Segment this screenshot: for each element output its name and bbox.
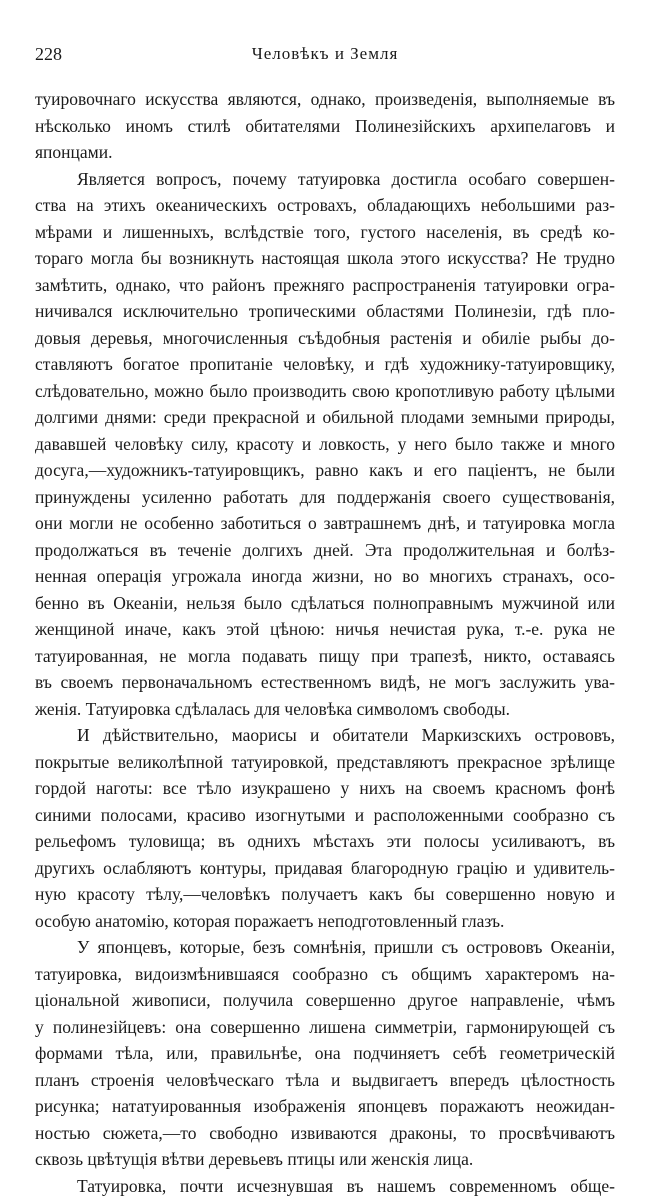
text-line: татуировка, видоизмѣнившаяся сообразно съ общимъ характеромъ на- <box>35 961 615 988</box>
text-line: нѣсколько иномъ стилѣ обитателями Полинезійскихъ архипелаговъ и <box>35 113 615 140</box>
text-line: мѣрами и лишенныхъ, вслѣдствіе того, густого населенія, въ средѣ ко- <box>35 219 615 246</box>
text-line: женія. Татуировка сдѣлалась для человѣка символомъ свободы. <box>35 696 615 723</box>
text-line: продолжаться въ теченіе долгихъ дней. Эта продолжительная и болѣз- <box>35 537 615 564</box>
text-line: довыя деревья, многочисленныя съѣдобныя растенія и обиліе рыбы до- <box>35 325 615 352</box>
text-line: У японцевъ, которые, безъ сомнѣнія, пришли съ острововъ Океаніи, <box>35 934 615 961</box>
text-line: бенно въ Океаніи, нельзя было сдѣлаться полноправнымъ мужчиной или <box>35 590 615 617</box>
text-line: дававшей человѣку силу, красоту и ловкость, у него было также и много <box>35 431 615 458</box>
text-line: Татуировка, почти исчезнувшая въ нашемъ современномъ обще- <box>35 1173 615 1199</box>
text-line: рельефомъ туловища; въ однихъ мѣстахъ эти полосы усиливаютъ, въ <box>35 828 615 855</box>
text-line: гордой наготы: все тѣло изукрашено у нихъ на своемъ красномъ фонѣ <box>35 775 615 802</box>
page-number: 228 <box>35 44 62 65</box>
page-header <box>35 44 615 66</box>
text-line: туировочнаго искусства являются, однако, произведенія, выполняемые въ <box>35 86 615 113</box>
text-body <box>35 86 615 1199</box>
text-line: ностью сюжета,—то свободно извиваются драконы, то просвѣчиваютъ <box>35 1120 615 1147</box>
text-line: замѣтить, однако, что районъ прежняго распространенія татуировки огра- <box>35 272 615 299</box>
text-line: И дѣйствительно, маорисы и обитатели Маркизскихъ острововъ, <box>35 722 615 749</box>
text-line: японцами. <box>35 139 615 166</box>
text-line: покрытые великолѣпной татуировкой, представляютъ прекрасное зрѣлище <box>35 749 615 776</box>
text-line: у полинезійцевъ: она совершенно лишена симметріи, гармонирующей съ <box>35 1014 615 1041</box>
text-line: ненная операція угрожала иногда жизни, но во многихъ странахъ, осо- <box>35 563 615 590</box>
text-line: долгими днями: среди прекрасной и обильной плодами земными природы, <box>35 404 615 431</box>
text-line: женщиной иначе, какъ этой цѣною: ничья нечистая рука, т.-е. рука не <box>35 616 615 643</box>
text-line: особую анатомію, которая поражаетъ неподготовленный глазъ. <box>35 908 615 935</box>
text-line: слѣдовательно, можно было производить свою кропотливую работу цѣлыми <box>35 378 615 405</box>
text-line: ціональной живописи, получила совершенно другое направленіе, чѣмъ <box>35 987 615 1014</box>
text-line: синими полосами, красиво изогнутыми и расположенными сообразно съ <box>35 802 615 829</box>
text-line: въ своемъ первоначальномъ естественномъ видѣ, не могъ заслужить ува- <box>35 669 615 696</box>
text-line: формами тѣла, или, правильнѣе, она подчиняетъ себѣ геометрическій <box>35 1040 615 1067</box>
text-line: досуга,—художникъ-татуировщикъ, равно какъ и его паціентъ, не были <box>35 457 615 484</box>
text-line: они могли не особенно заботиться о завтрашнемъ днѣ, и татуировка могла <box>35 510 615 537</box>
text-line: планъ строенія человѣческаго тѣла и выдвигаетъ впередъ цѣлостность <box>35 1067 615 1094</box>
text-line: Является вопросъ, почему татуировка достигла особаго совершен- <box>35 166 615 193</box>
running-title: Человѣкъ и Земля <box>35 44 615 64</box>
text-line: тораго могла бы возникнуть настоящая школа этого искусства? Не трудно <box>35 245 615 272</box>
text-line: другихъ ослабляютъ контуры, придавая благородную грацію и удивитель- <box>35 855 615 882</box>
text-line: принуждены усиленно работать для поддержанія своего существованія, <box>35 484 615 511</box>
text-line: татуированная, не могла подавать пищу при трапезѣ, никто, оставаясь <box>35 643 615 670</box>
text-line: ную красоту тѣлу,—человѣкъ получаетъ какъ бы совершенно новую и <box>35 881 615 908</box>
text-line: сквозь цвѣтущія вѣтви деревьевъ птицы или женскія лица. <box>35 1146 615 1173</box>
text-line: ства на этихъ океаническихъ островахъ, обладающихъ небольшими раз- <box>35 192 615 219</box>
text-line: ставляютъ богатое пропитаніе человѣку, и гдѣ художнику-татуировщику, <box>35 351 615 378</box>
text-line: ничивался исключительно тропическими областями Полинезіи, гдѣ пло- <box>35 298 615 325</box>
text-line: рисунка; нататуированныя изображенія японцевъ поражаютъ неожидан- <box>35 1093 615 1120</box>
